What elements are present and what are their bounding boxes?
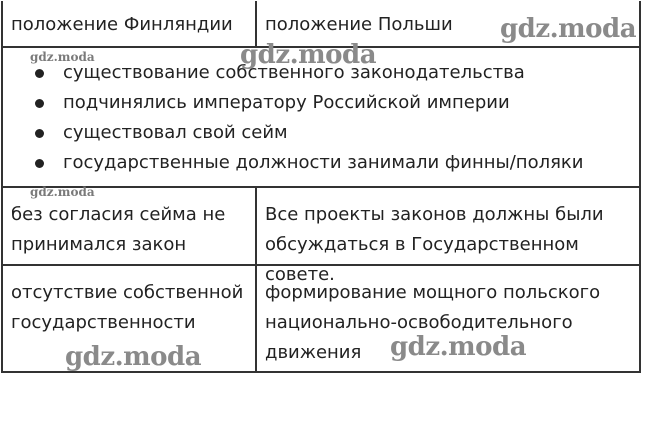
common-features-list (33, 58, 583, 178)
cell-text: Все проекты законов должны были обсуждаться в Государственном совете. (265, 204, 604, 285)
list-item: подчинялись императору Российской империи (33, 88, 583, 118)
header-finland-label: положение Финляндии (11, 14, 233, 35)
watermark-logo: gdz.moda (390, 332, 527, 362)
bullet-icon (35, 159, 44, 168)
list-item: существовал свой сейм (33, 118, 583, 148)
list-item: существование собственного законодательства (33, 58, 583, 88)
bullet-icon (35, 99, 44, 108)
watermark-logo: gdz.moda (30, 185, 95, 199)
header-poland-label: положение Польши (265, 14, 453, 35)
table-row (3, 188, 639, 285)
cell-text: без согласия сейма не принимался закон (11, 204, 226, 255)
cell-text: формирование мощного польского национально-освободительного движения (265, 282, 601, 363)
watermark-logo: gdz.moda (500, 14, 637, 44)
cell-finland (3, 188, 257, 264)
watermark-logo: gdz.moda (65, 342, 202, 372)
header-cell-finland (3, 1, 257, 46)
watermark-logo: gdz.moda (240, 40, 377, 70)
cell-text: отсутствие собственной государственности (11, 282, 244, 333)
watermark-logo: gdz.moda (30, 50, 95, 64)
cell-poland (257, 188, 639, 285)
list-item: государственные должности занимали финны/поляки (33, 148, 583, 178)
bullet-icon (35, 69, 44, 78)
bullet-icon (35, 129, 44, 138)
